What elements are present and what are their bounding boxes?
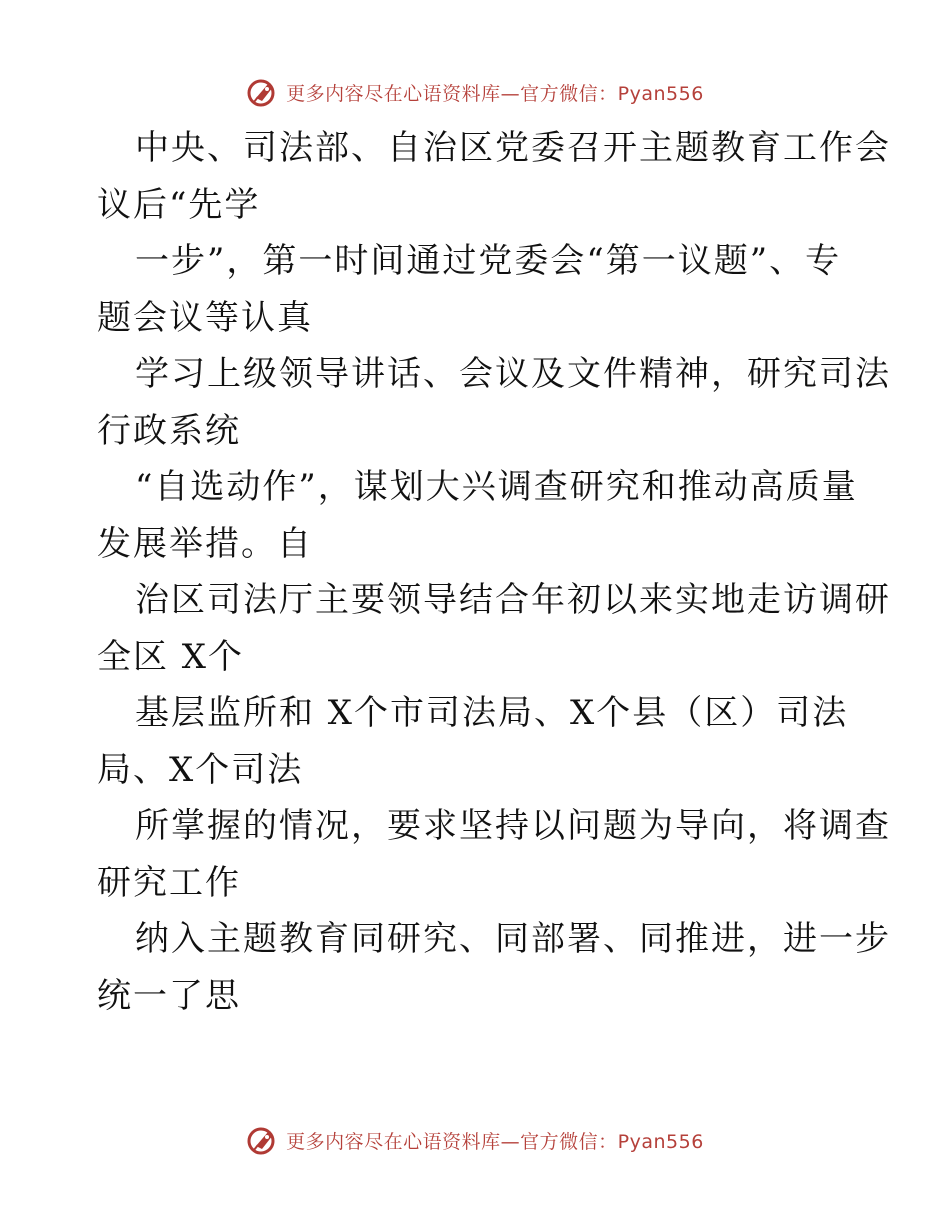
text-line: 所掌握的情况，要求坚持以问题为导向，将调查 (135, 806, 891, 846)
document-body (97, 120, 891, 1024)
text-line: 一步”，第一时间通过党委会“第一议题”、专 (135, 241, 842, 281)
header-banner-text: 更多内容尽在心语资料库—官方微信：Pyan556 (286, 82, 704, 105)
text-line: 局、X个司法 (97, 749, 304, 790)
text-line: 全区 X个 (97, 636, 245, 677)
text-line: 统一了思 (97, 975, 241, 1016)
text-line: 学习上级领导讲话、会议及文件精神，研究司法 (135, 354, 891, 394)
text-line: 发展举措。自 (97, 523, 313, 564)
text-line: “自选动作”，谋划大兴调查研究和推动高质量 (135, 467, 858, 507)
text-line: 基层监所和 X个市司法局、X个县（区）司法 (135, 693, 849, 733)
pen-nib-circle-icon (246, 75, 280, 109)
text-line: 治区司法厅主要领导结合年初以来实地走访调研 (135, 580, 891, 620)
footer-banner-text: 更多内容尽在心语资料库—官方微信：Pyan556 (286, 1130, 704, 1153)
header-banner (0, 72, 950, 112)
text-line: 纳入主题教育同研究、同部署、同推进，进一步 (135, 919, 891, 959)
text-line: 中央、司法部、自治区党委召开主题教育工作会 (135, 128, 891, 168)
text-line: 题会议等认真 (97, 297, 313, 338)
text-line: 行政系统 (97, 410, 241, 451)
text-line: 议后“先学 (97, 184, 261, 225)
pen-nib-circle-icon (246, 1123, 280, 1157)
footer-banner (0, 1120, 950, 1160)
text-line: 研究工作 (97, 862, 241, 903)
